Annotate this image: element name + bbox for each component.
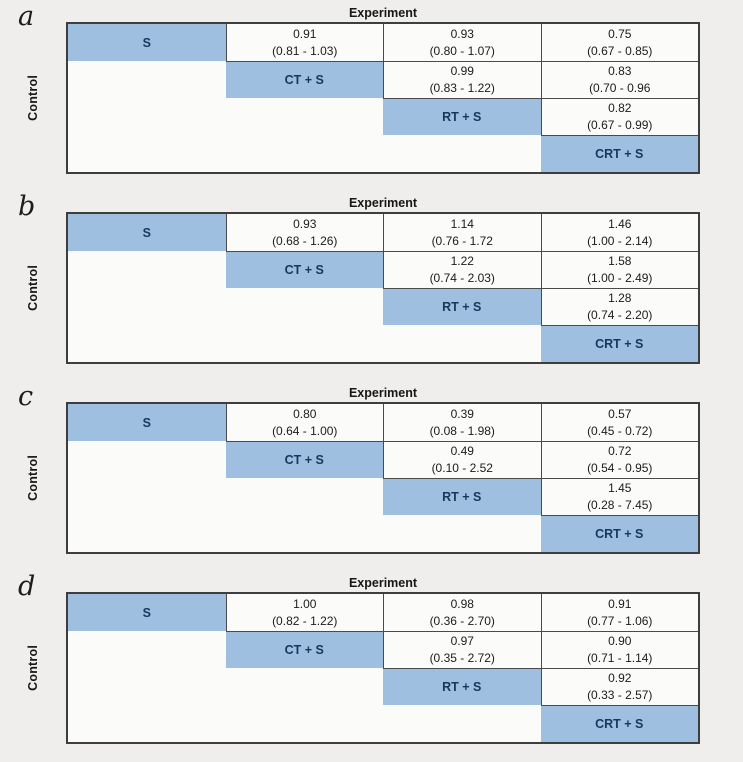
confidence-interval: (0.08 - 1.98) — [429, 423, 495, 438]
treatment-cell-ct-s: CT + S — [226, 251, 384, 288]
control-axis-label-text: Control — [26, 75, 40, 121]
treatment-cell-ct-s: CT + S — [226, 441, 384, 478]
confidence-interval: (0.74 - 2.03) — [429, 271, 495, 285]
estimate-value: 1.46 — [608, 216, 632, 231]
estimate-value: 1.14 — [450, 216, 474, 231]
panel-a — [0, 2, 743, 192]
estimate-cell — [383, 441, 541, 478]
estimate-cell — [541, 98, 699, 135]
panel-letter: b — [18, 191, 36, 222]
estimate-cell — [541, 441, 699, 478]
panel-letter: a — [18, 1, 35, 32]
estimate-value: 0.49 — [450, 444, 474, 458]
league-table — [66, 22, 700, 174]
estimate-value: 0.91 — [293, 26, 317, 41]
confidence-interval: (0.67 - 0.99) — [587, 118, 653, 132]
league-table — [66, 592, 700, 744]
treatment-cell-s: S — [68, 24, 226, 61]
experiment-axis-label: Experiment — [348, 6, 418, 20]
estimate-value: 1.58 — [608, 254, 632, 268]
estimate-cell — [541, 251, 699, 288]
estimate-cell — [541, 24, 699, 61]
estimate-value: 0.93 — [450, 26, 474, 41]
estimate-cell — [383, 251, 541, 288]
panel-letter: c — [18, 381, 34, 412]
estimate-value: 0.97 — [450, 634, 474, 648]
confidence-interval: (0.10 - 2.52 — [431, 461, 493, 475]
league-table — [66, 402, 700, 554]
estimate-value: 0.80 — [293, 406, 317, 421]
confidence-interval: (0.36 - 2.70) — [429, 613, 495, 628]
confidence-interval: (1.00 - 2.49) — [587, 271, 653, 285]
confidence-interval: (0.71 - 1.14) — [587, 651, 653, 665]
estimate-cell — [541, 288, 699, 325]
estimate-cell — [541, 631, 699, 668]
estimate-value: 0.75 — [608, 26, 632, 41]
estimate-value: 0.57 — [608, 406, 632, 421]
treatment-cell-rt-s: RT + S — [383, 98, 541, 135]
estimate-value: 0.93 — [293, 216, 317, 231]
estimate-cell — [383, 404, 541, 441]
estimate-value: 0.82 — [608, 101, 632, 115]
experiment-axis-label: Experiment — [348, 576, 418, 590]
control-axis-label — [22, 402, 44, 554]
treatment-cell-s: S — [68, 214, 226, 251]
estimate-cell — [541, 668, 699, 705]
league-table — [66, 212, 700, 364]
confidence-interval: (0.83 - 1.22) — [429, 81, 495, 95]
confidence-interval: (0.81 - 1.03) — [272, 43, 338, 58]
estimate-cell — [541, 478, 699, 515]
estimate-cell — [383, 24, 541, 61]
estimate-cell — [541, 404, 699, 441]
estimate-cell — [541, 214, 699, 251]
estimate-value: 0.39 — [450, 406, 474, 421]
estimate-value: 1.00 — [293, 596, 317, 611]
treatment-cell-s: S — [68, 594, 226, 631]
estimate-cell — [383, 594, 541, 631]
estimate-value: 0.91 — [608, 596, 632, 611]
panel-c — [0, 382, 743, 572]
estimate-value: 0.72 — [608, 444, 632, 458]
estimate-value: 1.22 — [450, 254, 474, 268]
estimate-value: 0.99 — [450, 64, 474, 78]
confidence-interval: (0.74 - 2.20) — [587, 308, 653, 322]
estimate-cell — [541, 61, 699, 98]
panel-letter: d — [18, 571, 36, 602]
control-axis-label — [22, 212, 44, 364]
estimate-value: 0.83 — [608, 64, 632, 78]
estimate-cell — [226, 404, 384, 441]
treatment-cell-ct-s: CT + S — [226, 61, 384, 98]
treatment-cell-rt-s: RT + S — [383, 478, 541, 515]
control-axis-label-text: Control — [26, 455, 40, 501]
treatment-cell-crt-s: CRT + S — [541, 515, 699, 552]
estimate-cell — [226, 24, 384, 61]
control-axis-label-text: Control — [26, 645, 40, 691]
estimate-value: 1.28 — [608, 291, 632, 305]
confidence-interval: (0.77 - 1.06) — [587, 613, 653, 628]
experiment-axis-label: Experiment — [348, 196, 418, 210]
estimate-cell — [226, 594, 384, 631]
confidence-interval: (0.64 - 1.00) — [272, 423, 338, 438]
confidence-interval: (0.35 - 2.72) — [429, 651, 495, 665]
estimate-cell — [383, 631, 541, 668]
estimate-value: 0.90 — [608, 634, 632, 648]
estimate-value: 0.98 — [450, 596, 474, 611]
estimate-cell — [541, 594, 699, 631]
confidence-interval: (0.76 - 1.72 — [431, 233, 493, 248]
panel-b — [0, 192, 743, 382]
estimate-value: 1.45 — [608, 481, 632, 495]
treatment-cell-rt-s: RT + S — [383, 668, 541, 705]
treatment-cell-s: S — [68, 404, 226, 441]
confidence-interval: (0.80 - 1.07) — [429, 43, 495, 58]
panel-d — [0, 572, 743, 762]
confidence-interval: (0.33 - 2.57) — [587, 688, 653, 702]
confidence-interval: (0.82 - 1.22) — [272, 613, 338, 628]
confidence-interval: (0.28 - 7.45) — [587, 498, 653, 512]
confidence-interval: (0.70 - 0.96 — [589, 81, 651, 95]
confidence-interval: (0.67 - 0.85) — [587, 43, 653, 58]
estimate-cell — [383, 61, 541, 98]
confidence-interval: (0.54 - 0.95) — [587, 461, 653, 475]
control-axis-label — [22, 22, 44, 174]
treatment-cell-crt-s: CRT + S — [541, 705, 699, 742]
confidence-interval: (0.68 - 1.26) — [272, 233, 338, 248]
estimate-cell — [226, 214, 384, 251]
estimate-cell — [383, 214, 541, 251]
control-axis-label-text: Control — [26, 265, 40, 311]
treatment-cell-crt-s: CRT + S — [541, 325, 699, 362]
treatment-cell-rt-s: RT + S — [383, 288, 541, 325]
control-axis-label — [22, 592, 44, 744]
treatment-cell-ct-s: CT + S — [226, 631, 384, 668]
experiment-axis-label: Experiment — [348, 386, 418, 400]
estimate-value: 0.92 — [608, 671, 632, 685]
treatment-cell-crt-s: CRT + S — [541, 135, 699, 172]
confidence-interval: (0.45 - 0.72) — [587, 423, 653, 438]
confidence-interval: (1.00 - 2.14) — [587, 233, 653, 248]
